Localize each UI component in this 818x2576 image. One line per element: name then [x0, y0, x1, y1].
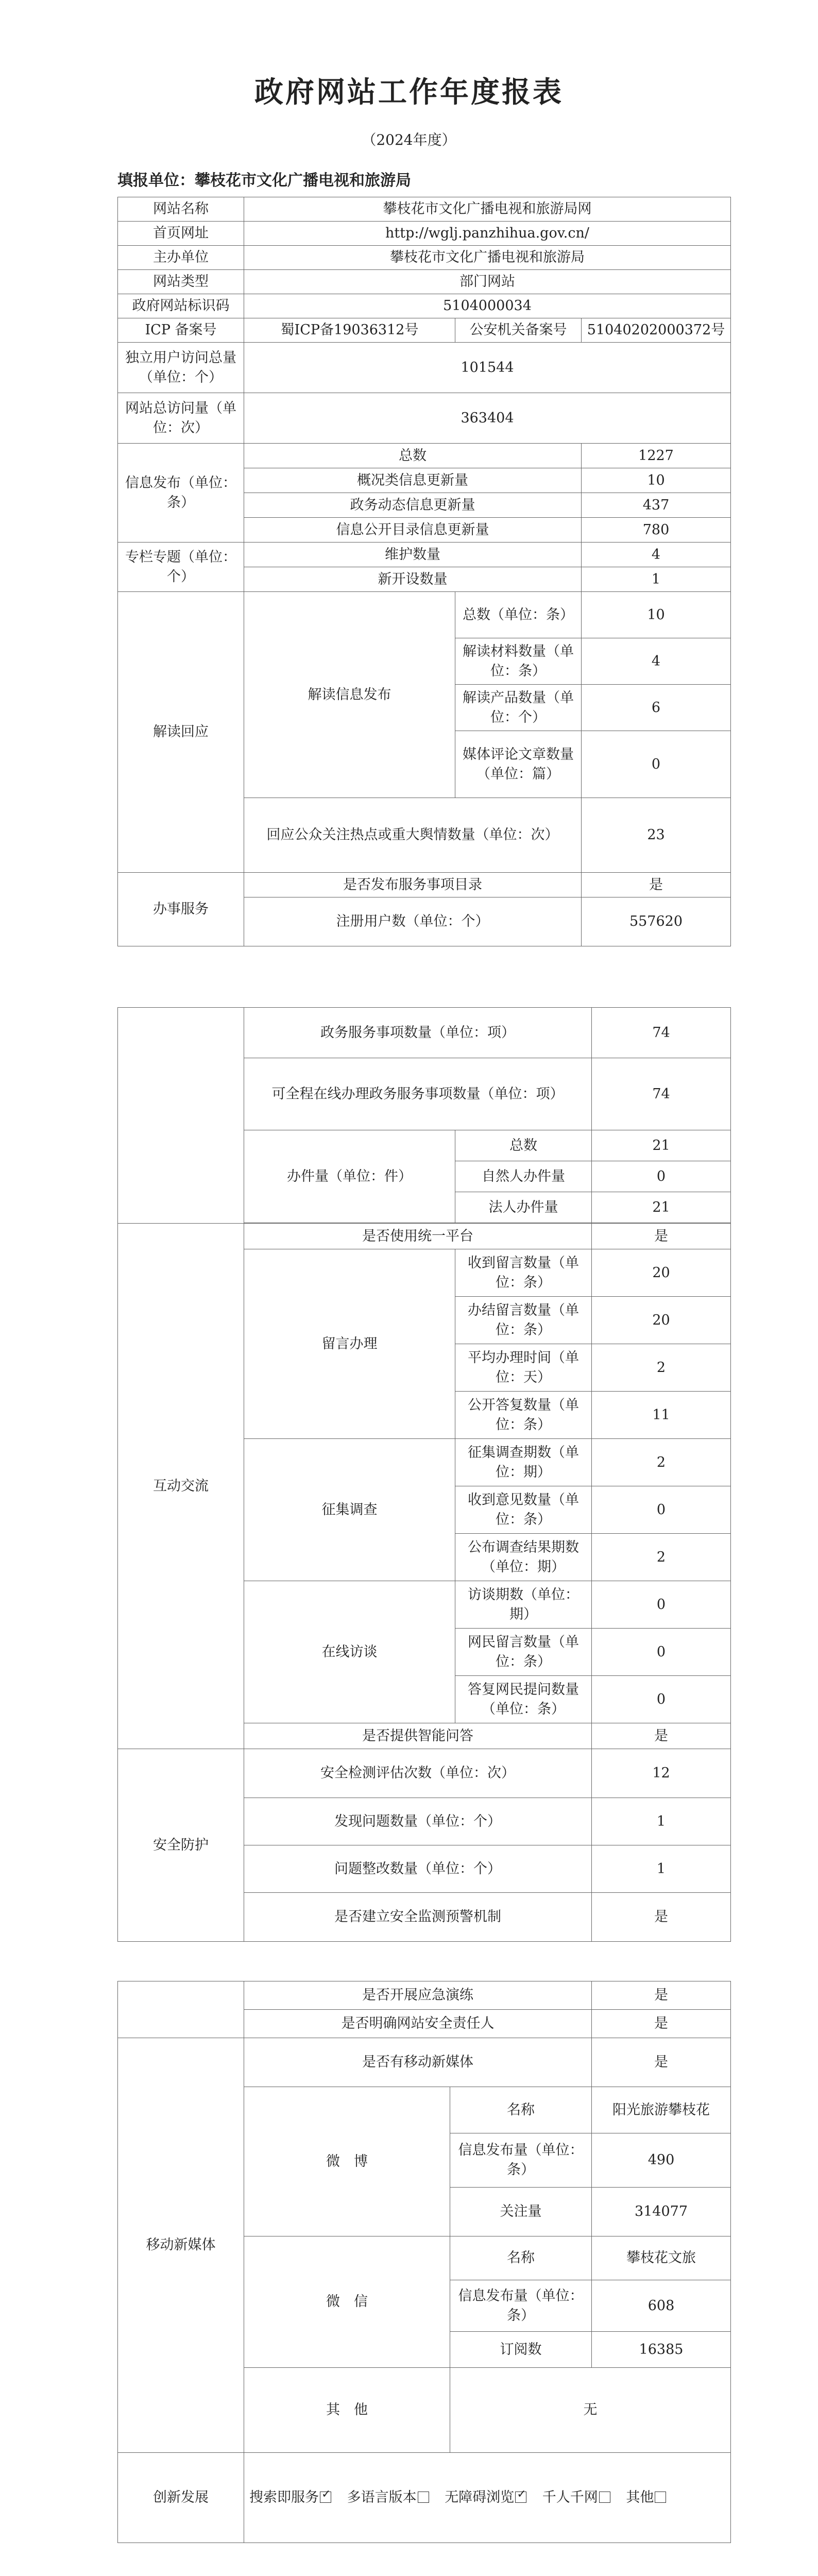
security-label-2 — [118, 1981, 244, 2038]
interpret-label: 解读回应 — [118, 592, 244, 873]
report-table-part-3 — [117, 1981, 731, 2543]
survey-opinions-label: 收到意见数量（单位：条） — [455, 1486, 592, 1534]
police-label: 公安机关备案号 — [455, 318, 582, 343]
row-type — [118, 270, 731, 294]
row-interpret-total — [118, 592, 731, 638]
cases-person-label: 自然人办件量 — [455, 1161, 592, 1192]
row-columns-maintain — [118, 543, 731, 567]
survey-count-value: 2 — [592, 1439, 731, 1486]
talk-answers-label: 答复网民提问数量（单位：条） — [455, 1676, 592, 1723]
mobile-has-value: 是 — [592, 2038, 731, 2087]
weibo-label: 微 博 — [244, 2087, 450, 2236]
owner-label: 是否明确网站安全责任人 — [244, 2010, 592, 2038]
report-table-part-2 — [117, 1007, 731, 1942]
wechat-subs-value: 16385 — [592, 2332, 731, 2368]
cases-person-value: 0 — [592, 1161, 731, 1192]
row-drill — [118, 1981, 731, 2010]
service-label-2 — [118, 1008, 244, 1224]
row-mobile-has — [118, 2038, 731, 2087]
wechat-posts-label: 信息发布量（单位：条） — [450, 2280, 592, 2332]
weibo-name-label: 名称 — [450, 2087, 592, 2133]
report-table-part-1 — [117, 197, 731, 946]
row-icp — [118, 318, 731, 343]
mobile-other-value: 无 — [450, 2368, 731, 2453]
innov-option-label: 其他 — [626, 2489, 654, 2505]
service-online-value: 74 — [592, 1058, 731, 1130]
innov-option-label: 千人千网 — [542, 2489, 598, 2505]
cases-label: 办件量（单位：件） — [244, 1130, 455, 1223]
columns-new-value: 1 — [582, 567, 731, 592]
sec-monitor-label: 是否建立安全监测预警机制 — [244, 1893, 592, 1942]
msg-time-value: 2 — [592, 1344, 731, 1392]
info-dynamic-label: 政务动态信息更新量 — [244, 493, 582, 518]
service-label: 办事服务 — [118, 873, 244, 946]
row-host — [118, 246, 731, 270]
row-platform — [118, 1224, 731, 1249]
drill-label: 是否开展应急演练 — [244, 1981, 592, 2010]
survey-count-label: 征集调查期数（单位：期） — [455, 1439, 592, 1486]
info-total-label: 总数 — [244, 444, 582, 468]
info-release-label: 信息发布（单位：条） — [118, 444, 244, 543]
msg-received-label: 收到留言数量（单位：条） — [455, 1249, 592, 1297]
columns-maintain-value: 4 — [582, 543, 731, 567]
page-title: 政府网站工作年度报表 — [254, 75, 564, 109]
checkbox-icon[interactable] — [515, 2492, 526, 2503]
sec-found-label: 发现问题数量（单位：个） — [244, 1798, 592, 1845]
sec-checks-value: 12 — [592, 1749, 731, 1798]
msg-label: 留言办理 — [244, 1249, 455, 1439]
service-items-value: 74 — [592, 1008, 731, 1058]
report-year: （2024年度） — [362, 131, 456, 148]
icp-value: 蜀ICP备19036312号 — [244, 318, 455, 343]
sec-found-value: 1 — [592, 1798, 731, 1845]
pv-value: 363404 — [244, 393, 731, 444]
info-catalog-value: 780 — [582, 518, 731, 543]
uv-value: 101544 — [244, 343, 731, 393]
interpret-product-label: 解读产品数量（单位：个） — [455, 685, 582, 731]
info-overview-label: 概况类信息更新量 — [244, 468, 582, 493]
info-dynamic-value: 437 — [582, 493, 731, 518]
service-users-value: 557620 — [582, 897, 731, 946]
innov-option[interactable] — [249, 2486, 333, 2509]
mobile-other-label: 其 他 — [244, 2368, 450, 2453]
innov-option-label: 多语言版本 — [347, 2489, 417, 2505]
homepage-value: http://wglj.panzhihua.gov.cn/ — [244, 222, 731, 246]
talk-label: 在线访谈 — [244, 1581, 455, 1723]
smart-label: 是否提供智能问答 — [244, 1723, 592, 1749]
interpret-release-label: 解读信息发布 — [244, 592, 455, 798]
host-label: 主办单位 — [118, 246, 244, 270]
pv-label: 网站总访问量（单位：次） — [118, 393, 244, 444]
talk-answers-value: 0 — [592, 1676, 731, 1723]
type-label: 网站类型 — [118, 270, 244, 294]
police-value: 51040202000372号 — [582, 318, 731, 343]
mobile-has-label: 是否有移动新媒体 — [244, 2038, 592, 2087]
innov-option[interactable] — [626, 2486, 668, 2509]
innovation-label: 创新发展 — [118, 2453, 244, 2543]
cases-total-label: 总数 — [455, 1130, 592, 1161]
interpret-material-label: 解读材料数量（单位：条） — [455, 638, 582, 685]
checkbox-icon[interactable] — [599, 2492, 610, 2503]
sec-fixed-label: 问题整改数量（单位：个） — [244, 1845, 592, 1893]
row-service-publish — [118, 873, 731, 897]
interpret-hot-label: 回应公众关注热点或重大舆情数量（单位：次） — [244, 798, 582, 873]
weibo-posts-label: 信息发布量（单位：条） — [450, 2133, 592, 2188]
service-users-label: 注册用户数（单位：个） — [244, 897, 582, 946]
talk-msgs-value: 0 — [592, 1629, 731, 1676]
talk-msgs-label: 网民留言数量（单位：条） — [455, 1629, 592, 1676]
site-name-value: 攀枝花市文化广播电视和旅游局网 — [244, 197, 731, 222]
msg-done-label: 办结留言数量（单位：条） — [455, 1297, 592, 1344]
homepage-label: 首页网址 — [118, 222, 244, 246]
columns-label: 专栏专题（单位：个） — [118, 543, 244, 592]
wechat-posts-value: 608 — [592, 2280, 731, 2332]
platform-label: 是否使用统一平台 — [244, 1224, 592, 1249]
interpret-material-value: 4 — [582, 638, 731, 685]
survey-opinions-value: 0 — [592, 1486, 731, 1534]
host-value: 攀枝花市文化广播电视和旅游局 — [244, 246, 731, 270]
fill-unit: 填报单位：攀枝花市文化广播电视和旅游局 — [117, 172, 411, 190]
columns-new-label: 新开设数量 — [244, 567, 582, 592]
innov-option[interactable] — [542, 2486, 612, 2509]
info-total-value: 1227 — [582, 444, 731, 468]
row-site-name — [118, 197, 731, 222]
service-online-label: 可全程在线办理政务服务事项数量（单位：项） — [244, 1058, 592, 1130]
interpret-total-label: 总数（单位：条） — [455, 592, 582, 638]
innovation-options — [244, 2453, 731, 2543]
service-items-label: 政务服务事项数量（单位：项） — [244, 1008, 592, 1058]
row-sec-checks — [118, 1749, 731, 1798]
row-service-items — [118, 1008, 731, 1058]
wechat-subs-label: 订阅数 — [450, 2332, 592, 2368]
service-publish-label: 是否发布服务事项目录 — [244, 873, 582, 897]
interpret-total-value: 10 — [582, 592, 731, 638]
weibo-posts-value: 490 — [592, 2133, 731, 2188]
platform-value: 是 — [592, 1224, 731, 1249]
innov-option[interactable] — [445, 2486, 529, 2509]
talk-count-value: 0 — [592, 1581, 731, 1629]
row-uv — [118, 343, 731, 393]
innov-option-label: 搜索即服务 — [249, 2489, 319, 2505]
site-name-label: 网站名称 — [118, 197, 244, 222]
checkbox-icon[interactable] — [418, 2492, 429, 2503]
checkbox-icon[interactable] — [320, 2492, 331, 2503]
cases-total-value: 21 — [592, 1130, 731, 1161]
code-label: 政府网站标识码 — [118, 294, 244, 318]
info-overview-value: 10 — [582, 468, 731, 493]
weibo-name-value: 阳光旅游攀枝花 — [592, 2087, 731, 2133]
innov-option-label: 无障碍浏览 — [445, 2489, 515, 2505]
interpret-media-label: 媒体评论文章数量（单位：篇） — [455, 731, 582, 798]
owner-value: 是 — [592, 2010, 731, 2038]
row-code — [118, 294, 731, 318]
survey-results-value: 2 — [592, 1534, 731, 1581]
row-info-total — [118, 444, 731, 468]
interpret-product-value: 6 — [582, 685, 731, 731]
row-homepage — [118, 222, 731, 246]
checkbox-icon[interactable] — [655, 2492, 666, 2503]
code-value: 5104000034 — [244, 294, 731, 318]
security-label: 安全防护 — [118, 1749, 244, 1942]
msg-public-value: 11 — [592, 1392, 731, 1439]
talk-count-label: 访谈期数（单位：期） — [455, 1581, 592, 1629]
interpret-media-value: 0 — [582, 731, 731, 798]
weibo-fans-label: 关注量 — [450, 2188, 592, 2236]
interpret-hot-value: 23 — [582, 798, 731, 873]
type-value: 部门网站 — [244, 270, 731, 294]
cases-legal-value: 21 — [592, 1192, 731, 1223]
innov-option[interactable] — [347, 2486, 431, 2509]
wechat-label: 微 信 — [244, 2236, 450, 2368]
wechat-name-label: 名称 — [450, 2236, 592, 2280]
msg-time-label: 平均办理时间（单位：天） — [455, 1344, 592, 1392]
msg-done-value: 20 — [592, 1297, 731, 1344]
msg-public-label: 公开答复数量（单位：条） — [455, 1392, 592, 1439]
sec-checks-label: 安全检测评估次数（单位：次） — [244, 1749, 592, 1798]
weibo-fans-value: 314077 — [592, 2188, 731, 2236]
icp-label: ICP 备案号 — [118, 318, 244, 343]
survey-label: 征集调查 — [244, 1439, 455, 1581]
msg-received-value: 20 — [592, 1249, 731, 1297]
row-pv — [118, 393, 731, 444]
info-catalog-label: 信息公开目录信息更新量 — [244, 518, 582, 543]
columns-maintain-label: 维护数量 — [244, 543, 582, 567]
smart-value: 是 — [592, 1723, 731, 1749]
interaction-label: 互动交流 — [118, 1224, 244, 1749]
wechat-name-value: 攀枝花文旅 — [592, 2236, 731, 2280]
drill-value: 是 — [592, 1981, 731, 2010]
mobile-label: 移动新媒体 — [118, 2038, 244, 2453]
cases-legal-label: 法人办件量 — [455, 1192, 592, 1223]
survey-results-label: 公布调查结果期数（单位：期） — [455, 1534, 592, 1581]
service-publish-value: 是 — [582, 873, 731, 897]
row-innovation — [118, 2453, 731, 2543]
sec-monitor-value: 是 — [592, 1893, 731, 1942]
sec-fixed-value: 1 — [592, 1845, 731, 1893]
uv-label: 独立用户访问总量（单位：个） — [118, 343, 244, 393]
